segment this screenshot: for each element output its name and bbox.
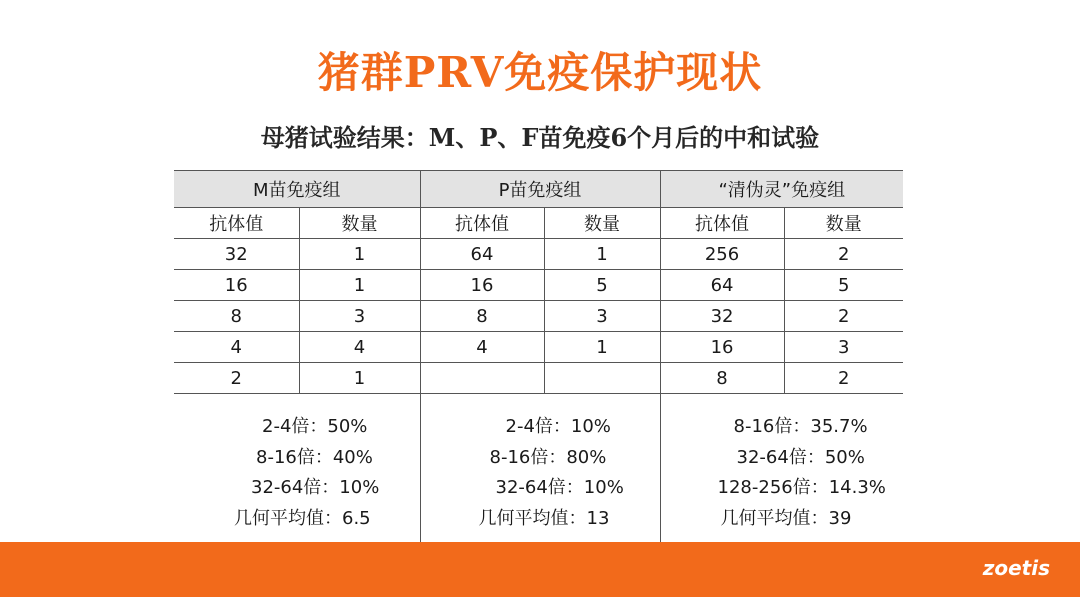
summary-line: 2-4倍：50% bbox=[262, 416, 368, 437]
summary-line: 32-64倍：10% bbox=[495, 477, 624, 498]
summary-line: 32-64倍：50% bbox=[736, 446, 865, 468]
table-row bbox=[174, 301, 903, 332]
table-cell: 256 bbox=[660, 239, 784, 270]
summary-line: 128-256倍：14.3% bbox=[717, 477, 886, 498]
group-header: P苗免疫组 bbox=[420, 171, 660, 208]
slide-title: 猪群PRV免疫保护现状 bbox=[317, 48, 763, 97]
table-cell: 1 bbox=[544, 332, 660, 363]
table-cell: 8 bbox=[420, 301, 544, 332]
table-cell: 2 bbox=[784, 239, 903, 270]
table-cell: 2 bbox=[784, 363, 903, 394]
subheader-row bbox=[174, 208, 903, 239]
subheader: 抗体值 bbox=[174, 208, 299, 239]
table-cell: 4 bbox=[420, 332, 544, 363]
table-cell: 3 bbox=[784, 332, 903, 363]
group-header-row bbox=[174, 171, 903, 208]
table-cell: 2 bbox=[174, 363, 299, 394]
summary-line: 8-16倍：80% bbox=[489, 446, 607, 468]
summary-cell-m bbox=[174, 394, 420, 558]
table-cell: 8 bbox=[174, 301, 299, 332]
summary-line: 几何平均值：39 bbox=[720, 507, 852, 529]
table-cell: 64 bbox=[420, 239, 544, 270]
table-cell: 16 bbox=[420, 270, 544, 301]
group-header: “清伪灵”免疫组 bbox=[660, 171, 903, 208]
summary-cell-f bbox=[660, 394, 903, 558]
slide-subtitle: 母猪试验结果：M、P、F苗免疫6个月后的中和试验 bbox=[260, 123, 820, 152]
footer-bar bbox=[0, 542, 1080, 597]
summary-line: 几何平均值：6.5 bbox=[234, 507, 371, 529]
results-table bbox=[174, 170, 903, 558]
table-row bbox=[174, 363, 903, 394]
table-row bbox=[174, 332, 903, 363]
table-cell: 3 bbox=[544, 301, 660, 332]
subheader: 数量 bbox=[299, 208, 420, 239]
table-cell: 16 bbox=[174, 270, 299, 301]
group-header: M苗免疫组 bbox=[174, 171, 420, 208]
table-cell bbox=[420, 363, 544, 394]
subheader: 数量 bbox=[784, 208, 903, 239]
table-cell: 1 bbox=[299, 363, 420, 394]
subheader: 数量 bbox=[544, 208, 660, 239]
subheader: 抗体值 bbox=[420, 208, 544, 239]
table-cell: 3 bbox=[299, 301, 420, 332]
table-cell: 32 bbox=[660, 301, 784, 332]
table-row bbox=[174, 239, 903, 270]
summary-line: 32-64倍：10% bbox=[251, 477, 380, 498]
table-cell: 16 bbox=[660, 332, 784, 363]
summary-row bbox=[174, 394, 903, 558]
table-cell: 1 bbox=[299, 270, 420, 301]
table-cell bbox=[544, 363, 660, 394]
table-cell: 4 bbox=[174, 332, 299, 363]
table-cell: 1 bbox=[544, 239, 660, 270]
subheader: 抗体值 bbox=[660, 208, 784, 239]
table-cell: 32 bbox=[174, 239, 299, 270]
zoetis-logo: zoetis bbox=[982, 556, 1050, 580]
summary-cell-p bbox=[420, 394, 660, 558]
table-cell: 5 bbox=[544, 270, 660, 301]
table-row bbox=[174, 270, 903, 301]
summary-line: 8-16倍：40% bbox=[256, 446, 373, 468]
summary-line: 几何平均值：13 bbox=[478, 507, 610, 529]
summary-line: 8-16倍：35.7% bbox=[733, 416, 868, 437]
summary-line: 2-4倍：10% bbox=[505, 416, 611, 437]
table-cell: 8 bbox=[660, 363, 784, 394]
table-cell: 2 bbox=[784, 301, 903, 332]
table-cell: 64 bbox=[660, 270, 784, 301]
table-cell: 4 bbox=[299, 332, 420, 363]
table-cell: 1 bbox=[299, 239, 420, 270]
table-cell: 5 bbox=[784, 270, 903, 301]
